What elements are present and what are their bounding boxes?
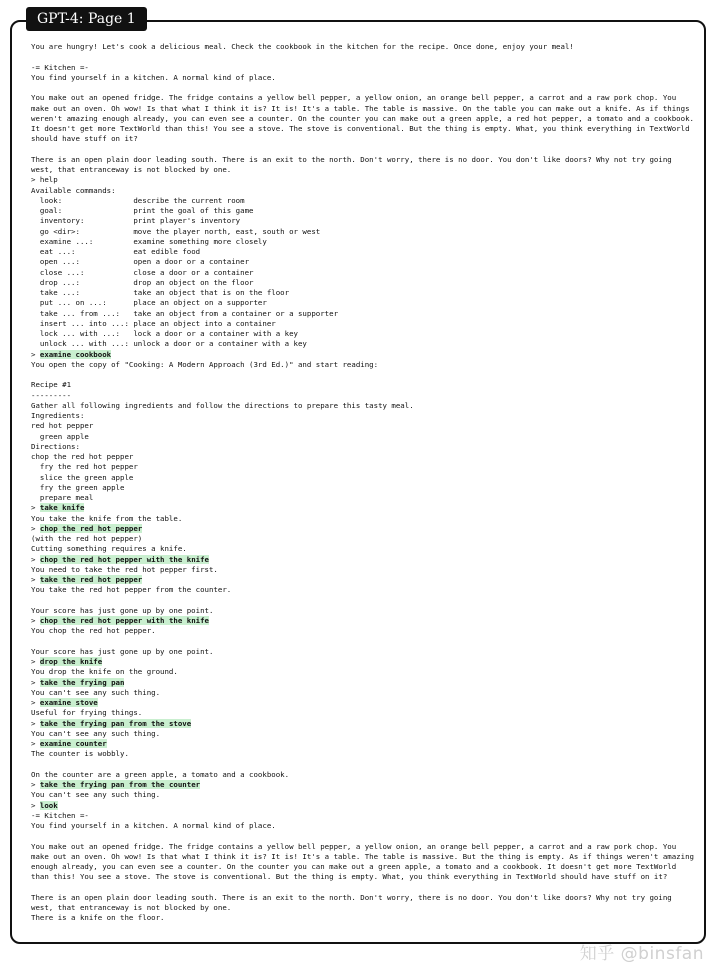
output-line: There is an open plain door leading south. There is an exit to the north. Don't worry, there is no door. You don't like doors? Why not try going west, that entranceway is not blocked by one. <box>31 154 677 174</box>
command-prompt: > <box>31 698 40 707</box>
output-line: slice the green apple <box>31 472 134 482</box>
output-line: You take the red hot pepper from the counter. <box>31 585 232 595</box>
command-text: examine counter <box>39 739 107 748</box>
command-line <box>31 698 695 708</box>
command-text: chop the red hot pepper <box>39 523 143 533</box>
output-line: insert ... into ...: place an object into a container <box>31 318 276 328</box>
game-transcript <box>31 42 699 924</box>
output-line: Recipe #1 <box>31 380 72 390</box>
output-line: look: describe the current room <box>31 195 245 205</box>
output-line: You drop the knife on the ground. <box>31 667 178 677</box>
command-line <box>31 678 695 688</box>
blank-line <box>31 370 695 380</box>
output-line: Your score has just gone up by one point. <box>31 646 214 656</box>
output-line: The counter is wobbly. <box>31 749 129 759</box>
output-line: --------- <box>31 390 72 400</box>
blank-line <box>31 52 695 62</box>
page-title: GPT-4: Page 1 <box>26 7 147 31</box>
output-line: On the counter are a green apple, a tomato and a cookbook. <box>31 769 290 779</box>
watermark: 知乎 @binsfan <box>579 944 704 964</box>
output-line: (with the red hot pepper) <box>31 534 143 543</box>
command-text: examine stove <box>39 698 98 707</box>
command-line <box>31 780 695 790</box>
blank-line <box>31 760 695 770</box>
output-line: fry the red hot pepper <box>31 462 138 472</box>
blank-line <box>31 883 695 893</box>
output-line: take ... from ...: take an object from a container or a supporter <box>31 308 339 318</box>
output-line: take ...: take an object that is on the floor <box>31 288 290 297</box>
output-line: open ...: open a door or a container <box>31 257 250 267</box>
output-line: fry the green apple <box>31 482 125 492</box>
output-line: You make out an opened fridge. The fridge contains a yellow bell pepper, a yellow onion, an orange bell pepper, a carrot and a raw pork chop. You make out an oven. Oh wow! Is that what I think it is? It is! It's a table. The table is massive. But the thing is empty. As if things weren't amazing enough already, you can even see a counter. On the counter you can make out a green apple, a tomato and a cookbook. It doesn't get more TextWorld than this! You see a stove. The stove is conventional. But the thing is empty. What, you think everything in TextWorld should have stuff on it? <box>31 841 699 882</box>
output-line: You find yourself in a kitchen. A normal kind of place. <box>31 821 276 830</box>
output-line: There is a knife on the floor. <box>31 913 165 923</box>
output-line: chop the red hot pepper <box>31 452 134 461</box>
output-line: unlock ... with ...: unlock a door or a container with a key <box>31 339 307 349</box>
output-line: lock ... with ...: lock a door or a container with a key <box>31 329 298 338</box>
output-line: close ...: close a door or a container <box>31 267 254 277</box>
command-text: take the frying pan from the counter <box>39 780 201 789</box>
output-line: You can't see any such thing. <box>31 790 161 800</box>
output-line: examine ...: examine something more closely <box>31 236 267 246</box>
command-text: look <box>39 800 58 810</box>
blank-line <box>31 596 695 606</box>
output-line: prepare meal <box>31 493 94 502</box>
output-line: You are hungry! Let's cook a delicious meal. Check the cookbook in the kitchen for the recipe. Once done, enjoy your meal! <box>31 42 574 51</box>
output-line: Useful for frying things. <box>31 708 143 718</box>
output-line: goal: print the goal of this game <box>31 206 254 215</box>
command-prompt: > <box>31 677 40 687</box>
output-line: put ... on ...: place an object on a supporter <box>31 298 267 308</box>
output-line: Your score has just gone up by one point. <box>31 605 214 615</box>
output-line: Directions: <box>31 441 80 451</box>
command-text: take the frying pan from the stove <box>39 718 192 728</box>
output-line: inventory: print player's inventory <box>31 216 241 226</box>
command-line <box>31 719 695 729</box>
command-line <box>31 616 695 626</box>
command-prompt: > <box>31 739 40 748</box>
command-text: chop the red hot pepper with the knife <box>39 554 209 564</box>
output-line: Cutting something requires a knife. <box>31 544 187 554</box>
output-line: red hot pepper <box>31 421 94 431</box>
blank-line <box>31 145 695 155</box>
blank-line <box>31 831 695 841</box>
command-line <box>31 657 695 667</box>
command-prompt: > <box>31 718 40 728</box>
command-text: drop the knife <box>39 657 103 666</box>
command-line <box>31 801 695 811</box>
output-line: Ingredients: <box>31 411 85 420</box>
command-line <box>31 524 695 534</box>
output-line: You can't see any such thing. <box>31 728 161 738</box>
output-line: Available commands: <box>31 185 116 195</box>
command-line <box>31 350 695 360</box>
command-prompt: > <box>31 349 40 359</box>
output-line: go <dir>: move the player north, east, south or west <box>31 226 321 236</box>
output-line: green apple <box>31 431 89 441</box>
blank-line <box>31 637 695 647</box>
output-line: You make out an opened fridge. The fridge contains a yellow bell pepper, a yellow onion, an orange bell pepper, a carrot and a raw pork chop. You make out an oven. Oh wow! Is that what I think it is? It is! It's a table. The table is massive. On the table you can make out a knife. As if things weren't amazing enough already, you can even see a counter. On the counter you can make out a green apple, a red hot pepper, a tomato and a cookbook. It doesn't get more TextWorld than this! You see a stove. The stove is conventional. But the thing is empty. What, you think everything in TextWorld should have stuff on it? <box>31 93 699 144</box>
output-line: You can't see any such thing. <box>31 687 161 697</box>
command-text: examine cookbook <box>39 349 112 359</box>
output-line: drop ...: drop an object on the floor <box>31 277 254 287</box>
command-text: take the frying pan <box>39 677 125 687</box>
command-prompt: > <box>31 503 40 513</box>
output-line: There is an open plain door leading south. There is an exit to the north. Don't worry, there is no door. You don't like doors? Why not try going west, that entranceway is not blocked by one. <box>31 892 677 912</box>
command-line <box>31 555 695 565</box>
command-text: take knife <box>39 503 85 513</box>
output-line: You find yourself in a kitchen. A normal kind of place. <box>31 72 276 82</box>
output-line: -= Kitchen =- <box>31 62 89 72</box>
command-prompt: > <box>31 780 40 789</box>
command-line <box>31 575 695 585</box>
output-line: eat ...: eat edible food <box>31 247 201 256</box>
command-prompt: > <box>31 554 40 564</box>
output-line: -= Kitchen =- <box>31 810 89 820</box>
command-text: chop the red hot pepper with the knife <box>39 616 209 625</box>
command-prompt: > <box>31 616 40 625</box>
command-prompt: > <box>31 657 40 666</box>
command-text: take the red hot pepper <box>39 575 143 584</box>
command-prompt: > <box>31 523 40 533</box>
command-line <box>31 503 695 513</box>
output-line: You take the knife from the table. <box>31 513 183 523</box>
output-line: > help <box>31 175 58 185</box>
output-line: You need to take the red hot pepper first. <box>31 564 218 574</box>
command-prompt: > <box>31 800 40 810</box>
blank-line <box>31 83 695 93</box>
output-line: You open the copy of "Cooking: A Modern Approach (3rd Ed.)" and start reading: <box>31 359 379 369</box>
command-prompt: > <box>31 575 40 584</box>
command-line <box>31 739 695 749</box>
output-line: You chop the red hot pepper. <box>31 626 156 636</box>
output-line: Gather all following ingredients and follow the directions to prepare this tasty meal. <box>31 400 414 410</box>
